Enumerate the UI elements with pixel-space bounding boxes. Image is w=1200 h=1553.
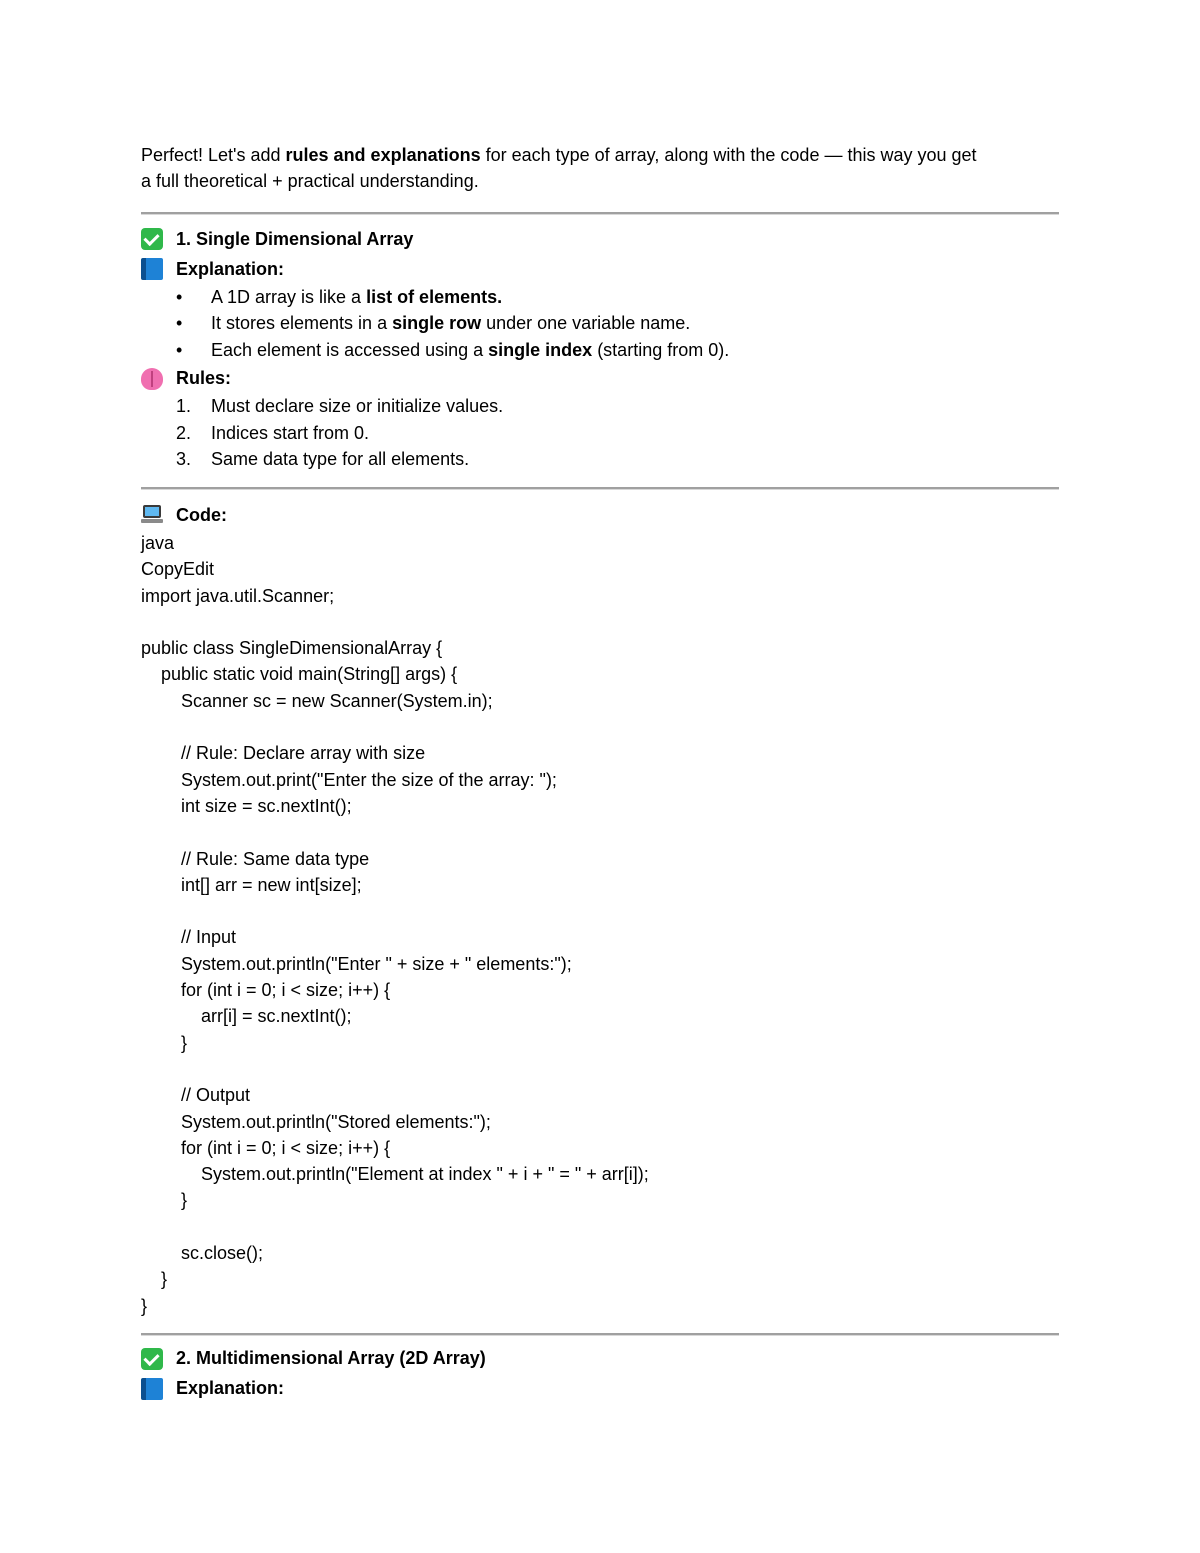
section2-title: 2. Multidimensional Array (2D Array) xyxy=(176,1348,486,1369)
code-block xyxy=(141,530,1059,1319)
code-line xyxy=(141,714,1059,740)
code-line: System.out.println("Enter " + size + " elements:"); xyxy=(141,953,572,974)
code-line: // Input xyxy=(141,927,237,948)
book-icon xyxy=(141,1378,163,1400)
code-line xyxy=(141,819,1059,845)
bullet-text-end: . xyxy=(497,286,503,307)
code-line: int size = sc.nextInt(); xyxy=(141,795,352,816)
bullet-text-end: (starting from 0). xyxy=(592,339,730,360)
section1-explanation-heading xyxy=(141,254,1059,284)
code-line: java xyxy=(141,533,175,553)
rules-list xyxy=(141,394,1059,474)
bullet-text: It stores elements in a xyxy=(211,313,393,334)
code-line: } xyxy=(141,1032,188,1053)
brain-icon xyxy=(141,368,163,390)
code-line: // Rule: Same data type xyxy=(141,848,370,869)
bullet-bold-text: single row xyxy=(392,313,482,334)
intro-line-1 xyxy=(141,142,1059,168)
intro-paragraph xyxy=(141,142,1059,194)
section1-code-heading xyxy=(141,500,1059,530)
bullet-text-end: under one variable name. xyxy=(481,313,691,334)
intro-text: Perfect! Let's add xyxy=(141,145,286,165)
bullet-bold-text: single index xyxy=(488,339,593,360)
list-item xyxy=(141,284,1059,311)
list-item xyxy=(141,394,1059,421)
list-number: 3. xyxy=(176,449,192,470)
intro-text-rest: for each type of array, along with the code — this way you get xyxy=(480,145,977,165)
check-mark-icon xyxy=(141,228,163,250)
code-line: // Output xyxy=(141,1085,251,1106)
list-item xyxy=(141,447,1059,474)
code-line: for (int i = 0; i < size; i++) { xyxy=(141,980,391,1001)
document-page xyxy=(141,142,1059,1404)
code-line: for (int i = 0; i < size; i++) { xyxy=(141,1137,391,1158)
section1-rules-heading xyxy=(141,364,1059,394)
section2-explanation-heading xyxy=(141,1374,1059,1404)
code-line xyxy=(141,609,1059,635)
list-item xyxy=(141,337,1059,364)
section1-heading xyxy=(141,224,1059,254)
rule-text: Must declare size or initialize values. xyxy=(211,396,504,417)
section1-title: 1. Single Dimensional Array xyxy=(176,228,414,249)
laptop-icon xyxy=(141,504,163,526)
rules-label: Rules: xyxy=(176,368,232,388)
code-line: int[] arr = new int[size]; xyxy=(141,874,362,895)
code-line: } xyxy=(141,1295,148,1316)
code-line xyxy=(141,1056,1059,1082)
book-icon xyxy=(141,258,163,280)
explanation-list xyxy=(141,284,1059,364)
code-line: sc.close(); xyxy=(141,1243,264,1264)
code-line: Scanner sc = new Scanner(System.in); xyxy=(141,690,493,711)
list-number: 2. xyxy=(176,422,192,443)
explanation-label: Explanation: xyxy=(176,1378,285,1399)
bullet-bold-text: list of elements xyxy=(366,286,498,307)
code-line: System.out.println("Element at index " + i + " = " + arr[i]); xyxy=(141,1164,649,1185)
horizontal-rule xyxy=(141,487,1059,490)
code-line: arr[i] = sc.nextInt(); xyxy=(141,1006,352,1027)
horizontal-rule xyxy=(141,212,1059,215)
check-mark-icon xyxy=(141,1348,163,1370)
intro-bold-text: rules and explanations xyxy=(285,145,481,165)
code-line: // Rule: Declare array with size xyxy=(141,743,426,764)
code-line: import java.util.Scanner; xyxy=(141,585,335,606)
rule-text: Indices start from 0. xyxy=(211,422,370,443)
bullet-icon: • xyxy=(176,339,183,360)
list-item xyxy=(141,311,1059,338)
code-line: public class SingleDimensionalArray { xyxy=(141,638,443,659)
code-line: System.out.print("Enter the size of the array: "); xyxy=(141,769,557,790)
code-line xyxy=(141,1214,1059,1240)
code-line xyxy=(141,898,1059,924)
code-line: CopyEdit xyxy=(141,559,215,580)
bullet-text: Each element is accessed using a xyxy=(211,339,489,360)
code-label: Code: xyxy=(176,504,227,525)
code-line: } xyxy=(141,1190,188,1211)
bullet-text: A 1D array is like a xyxy=(211,286,367,307)
bullet-icon: • xyxy=(176,313,183,334)
section2-heading xyxy=(141,1344,1059,1374)
rule-text: Same data type for all elements. xyxy=(211,449,470,470)
list-number: 1. xyxy=(176,396,192,417)
list-item xyxy=(141,420,1059,447)
explanation-label: Explanation: xyxy=(176,258,285,279)
horizontal-rule xyxy=(141,1333,1059,1336)
bullet-icon: • xyxy=(176,286,183,307)
code-line: } xyxy=(141,1269,168,1290)
code-line: System.out.println("Stored elements:"); xyxy=(141,1111,491,1132)
code-line: public static void main(String[] args) { xyxy=(141,664,458,685)
intro-line-2: a full theoretical + practical understanding. xyxy=(141,171,479,191)
